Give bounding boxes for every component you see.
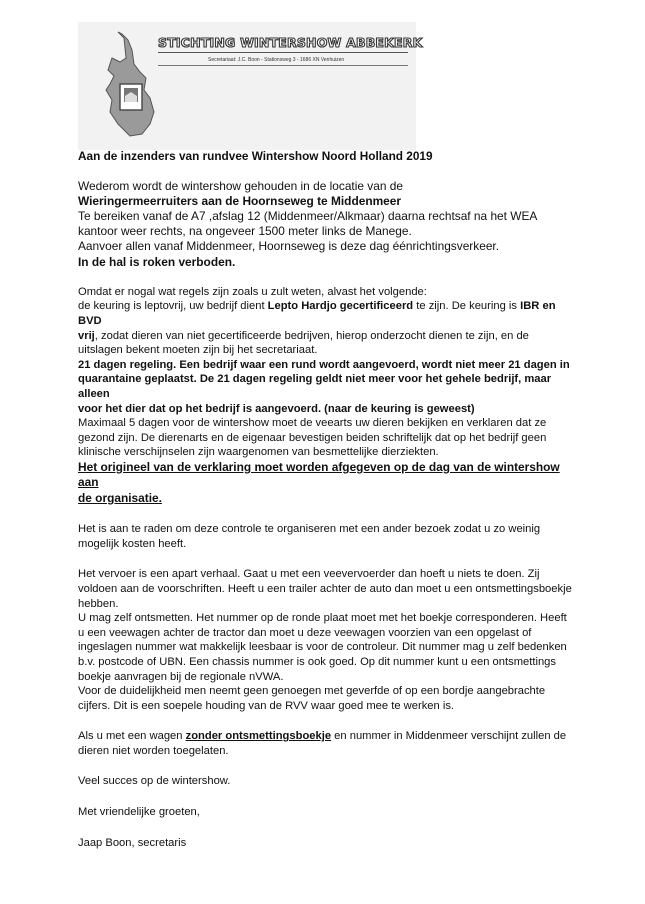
disinfect-line: u een veewagen achter de tractor dan moet u deze veewagen voorzien van een opgelast of	[78, 626, 532, 639]
regulation-line: voor het dier dat op het bedrijf is aangevoerd. (naar de keuring is geweest)	[78, 402, 475, 415]
letter-title: Aan de inzenders van rundvee Wintershow Noord Holland 2019	[78, 149, 433, 163]
original-declaration: Het origineel van de verklaring moet worden afgegeven op de dag van de wintershow aan	[78, 459, 560, 490]
intro-line: Wederom wordt de wintershow gehouden in de locatie van de	[78, 178, 403, 193]
location-section	[78, 179, 578, 270]
letterhead-rule-lower	[158, 65, 408, 66]
vet-line: klinische verschijnselen zijn waargenomen van besmettelijke dierziekten.	[78, 446, 439, 459]
disinfect-line: ingeslagen nummer wat makkelijk leesbaar is voor de controleur. Dit nummer mag u zelf bedenken	[78, 641, 567, 654]
province-map-logo	[100, 28, 160, 140]
disinfect-line: b.v. postcode of UBN. Een chassis nummer is ook goed. Op dit nummer kunt u een ontsmettings	[78, 655, 556, 668]
greeting: Met vriendelijke groeten,	[78, 806, 200, 819]
control-line: mogelijk kosten heeft.	[78, 537, 187, 550]
transport-line: Het vervoer is een apart verhaal. Gaat u met een veevervoerder dan hoeft u niets te doen. Zij	[78, 568, 540, 581]
vet-line: gezond zijn. De dierenarts en de eigenaar bevestigen beiden schriftelijk dat op het bedrijf geen	[78, 431, 547, 444]
clarity-line: cijfers. Dit is een soepele houding van de RVV waar goed mee te werken is.	[78, 699, 455, 712]
route-line: Te bereiken vanaf de A7 ,afslag 12 (Middenmeer/Alkmaar) daarna rechtsaf na het WEA	[78, 209, 538, 223]
organization-name: STICHTING WINTERSHOW ABBEKERK	[158, 35, 423, 50]
wagon-emphasis: zonder ontsmettingsboekje	[185, 730, 332, 743]
disinfect-line: boekje aanvragen bij de regionale nVWA.	[78, 670, 284, 683]
rules-text: de keuring is leptovrij, uw bedrijf dient	[78, 300, 268, 313]
rules-line: uitslagen bekent moeten zijn bij het secretariaat.	[78, 344, 318, 357]
rules-emphasis: Lepto Hardjo gecertificeerd	[267, 300, 414, 313]
clarity-line: Voor de duidelijkheid men neemt geen genoegen met geverfde of op een bordje aangebrachte	[78, 685, 546, 698]
smoking-notice: In de hal is roken verboden.	[78, 254, 236, 269]
route-line: kantoor weer rechts, na ongeveer 1500 meter links de Manege.	[78, 224, 412, 239]
rules-line	[78, 329, 578, 344]
letterhead	[78, 22, 423, 150]
vet-line: Maximaal 5 dagen voor de wintershow moet de veearts uw dieren bekijken en verklaren dat ze	[78, 417, 547, 430]
closing-wish: Veel succes op de wintershow.	[78, 775, 231, 788]
wagon-text: Als u met een wagen	[78, 730, 186, 743]
control-line: Het is aan te raden om deze controle te organiseren met een ander bezoek zodat u zo weinig	[78, 523, 541, 536]
rules-emphasis: vrij	[78, 329, 95, 342]
transport-line: hebben.	[78, 597, 119, 610]
rules-text: te zijn. De keuring is	[413, 300, 521, 313]
wagon-line	[78, 729, 578, 744]
regulation-line: quarantaine geplaatst. De 21 dagen regeling geldt niet meer voor het gehele bedrijf, maar alleen	[78, 373, 552, 400]
signature: Jaap Boon, secretaris	[78, 836, 187, 849]
route-line: Aanvoer allen vanaf Middenmeer, Hoornseweg is deze dag éénrichtingsverkeer.	[78, 239, 500, 254]
wagon-text: en nummer in Middenmeer verschijnt zullen de	[331, 730, 567, 743]
rules-text: , zodat dieren van niet gecertificeerde bedrijven, hierop onderzocht dienen te zijn, en de	[94, 329, 529, 342]
regulation-line: 21 dagen regeling. Een bedrijf waar een rund wordt aangevoerd, wordt niet meer 21 dagen in	[78, 358, 570, 371]
organization-address: Secretariaat: J.C. Boon - Stationsweg 3 - 1686 XN Venhuizen	[208, 57, 345, 63]
wagon-line: dieren niet worden toegelaten.	[78, 744, 229, 757]
rules-intro: Omdat er nogal wat regels zijn zoals u zult weten, alvast het volgende:	[78, 285, 427, 298]
rules-section	[78, 285, 578, 506]
rules-line	[78, 299, 578, 328]
disinfect-line: U mag zelf ontsmetten. Het nummer op de ronde plaat moet met het boekje corresponderen. Heeft	[78, 612, 567, 625]
rules-emphasis: IBR en BVD	[78, 300, 556, 327]
letterhead-rule	[158, 52, 408, 53]
location-name: Wieringermeerruiters aan de Hoornseweg te Middenmeer	[78, 193, 402, 208]
original-declaration: de organisatie.	[78, 490, 162, 505]
transport-line: voldoen aan de voorschriften. Heeft u een trailer achter de auto dan moet u een ontsmettingsboekje	[78, 582, 572, 595]
letter-body	[78, 149, 578, 850]
